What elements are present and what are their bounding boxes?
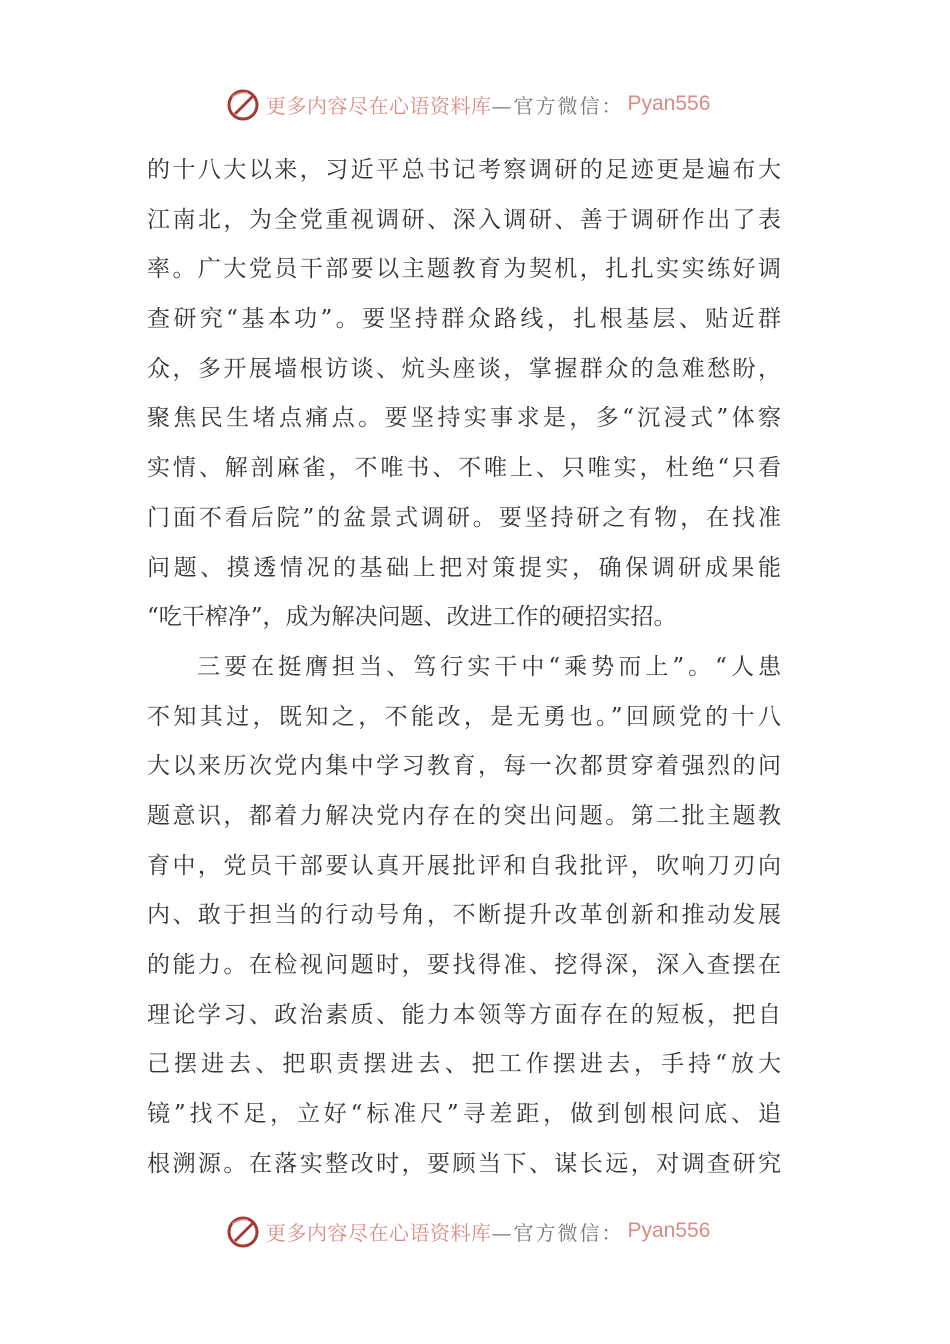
banner-wechat-id: Pyan556 (627, 1219, 711, 1242)
text-line: 门面不看后院”的盆景式调研。要坚持研之有物，在找准 (147, 504, 781, 531)
text-line: 三要在挺膺担当、笃行实干中“乘势而上”。“人患 (197, 653, 781, 680)
text-line: 大以来历次党内集中学习教育，每一次都贯穿着强烈的问 (147, 753, 781, 780)
text-line: 不知其过，既知之，不能改，是无勇也。”回顾党的十八 (147, 703, 781, 730)
text-line: 问题、摸透情况的基础上把对策提实，确保调研成果能 (147, 554, 781, 581)
text-line: 己摆进去、把职责摆进去、把工作摆进去，手持“放大 (147, 1051, 781, 1078)
text-line: 江南北，为全党重视调研、深入调研、善于调研作出了表 (147, 206, 781, 233)
text-line: 的能力。在检视问题时，要找得准、挖得深，深入查摆在 (147, 952, 781, 978)
text-line: 镜”找不足，立好“标准尺”寻差距，做到刨根问底、追 (147, 1101, 781, 1128)
text-line: 聚焦民生堵点痛点。要坚持实事求是，多“沉浸式”体察 (147, 405, 781, 432)
banner-text: 更多内容尽在心语资料库 (266, 93, 492, 118)
banner-wechat-label: —官方微信： (491, 93, 624, 118)
body-text (147, 150, 781, 1193)
header-banner (226, 84, 710, 124)
text-line: 育中，党员干部要认真开展批评和自我批评，吹响刀刃向 (147, 852, 781, 879)
text-line: 理论学习、政治素质、能力本领等方面存在的短板，把自 (147, 1001, 781, 1028)
banner-wechat-label: —官方微信： (491, 1220, 624, 1245)
text-line: 题意识，都着力解决党内存在的突出问题。第二批主题教 (147, 802, 781, 829)
banner-text: 更多内容尽在心语资料库 (266, 1220, 492, 1245)
pen-logo-icon (226, 1214, 260, 1248)
text-line: 率。广大党员干部要以主题教育为契机，扎扎实实练好调 (147, 256, 781, 283)
text-line: 根溯源。在落实整改时，要顾当下、谋长远，对调查研究 (147, 1150, 781, 1177)
pen-logo-icon (226, 87, 260, 121)
text-line: 众，多开展墙根访谈、炕头座谈，掌握群众的急难愁盼， (147, 355, 781, 382)
text-line: 查研究“基本功”。要坚持群众路线，扎根基层、贴近群 (147, 306, 781, 333)
text-line: 的十八大以来，习近平总书记考察调研的足迹更是遍布大 (147, 157, 781, 183)
text-line: 实情、解剖麻雀，不唯书、不唯上、只唯实，杜绝“只看 (147, 455, 781, 482)
text-line: 内、敢于担当的行动号角，不断提升改革创新和推动发展 (147, 902, 781, 929)
text-line: “吃干榨净”，成为解决问题、改进工作的硬招实招。 (147, 604, 677, 631)
footer-banner (226, 1211, 710, 1251)
banner-wechat-id: Pyan556 (627, 92, 711, 115)
